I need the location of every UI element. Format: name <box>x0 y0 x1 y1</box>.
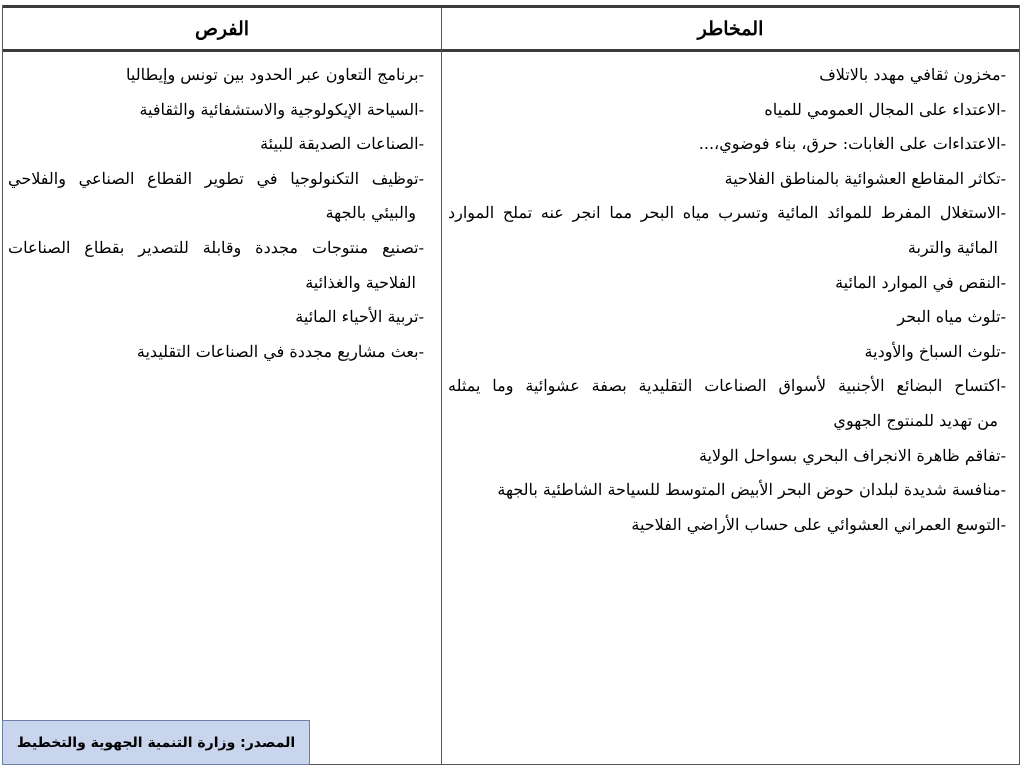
threat-item: -الاعتداءات على الغابات: حرق، بناء فوضوي،... <box>698 134 1006 154</box>
threat-item: -التوسع العمراني العشوائي على حساب الأراضي الفلاحية <box>631 514 1006 534</box>
opportunity-item: والبيئي بالجهة <box>325 203 416 223</box>
threat-item: من تهديد للمنتوج الجهوي <box>833 410 998 430</box>
header-threats: المخاطر <box>697 17 764 40</box>
threat-item: -تفاقم ظاهرة الانجراف البحري بسواحل الولاية <box>698 445 1006 465</box>
opportunity-item: -برنامج التعاون عبر الحدود بين تونس وإيطاليا <box>126 65 424 84</box>
header-opportunities: الفرص <box>3 8 442 49</box>
opportunity-item: -توظيف التكنولوجيا في تطوير القطاع الصناعي والفلاحي <box>8 168 424 188</box>
opportunity-item: -تربية الأحياء المائية <box>295 307 424 327</box>
threat-item: -تكاثر المقاطع العشوائية بالمناطق الفلاحية <box>724 168 1006 188</box>
source-note <box>2 720 310 765</box>
opportunity-item: -بعث مشاريع مجددة في الصناعات التقليدية <box>136 341 424 361</box>
threat-item: -منافسة شديدة لبلدان حوض البحر الأبيض المتوسط للسياحة الشاطئية بالجهة <box>497 480 1006 500</box>
threat-item: المائية والتربة <box>907 237 998 257</box>
threat-item: -تلوث السباخ والأودية <box>864 341 1006 361</box>
source-text: المصدر: وزارة التنمية الجهوية والتخطيط <box>16 734 296 751</box>
threat-item: -الاستغلال المفرط للموائد المائية وتسرب مياه البحر مما انجر عنه تملح الموارد <box>448 203 1006 223</box>
threat-item: -النقص في الموارد المائية <box>835 272 1006 292</box>
threat-item: -تلوث مياه البحر <box>897 307 1006 327</box>
column-divider <box>441 49 442 764</box>
opportunity-item: -تصنيع منتوجات مجددة وقابلة للتصدير بقطاع الصناعات <box>8 237 424 257</box>
threat-item: -مخزون ثقافي مهدد بالاتلاف <box>819 65 1006 84</box>
threats-column <box>448 58 1006 542</box>
opportunities-column <box>8 58 424 369</box>
opportunity-item: -السياحة الإيكولوجية والاستشفائية والثقافية <box>139 99 424 119</box>
table-header-row <box>3 5 1019 52</box>
opportunity-item: الفلاحية والغذائية <box>305 272 416 292</box>
threat-item: -اكتساح البضائع الأجنبية لأسواق الصناعات التقليدية بصفة عشوائية وما يمثله <box>448 376 1006 396</box>
opportunity-item: -الصناعات الصديقة للبيئة <box>260 134 424 154</box>
threat-item: -الاعتداء على المجال العمومي للمياه <box>764 99 1006 119</box>
